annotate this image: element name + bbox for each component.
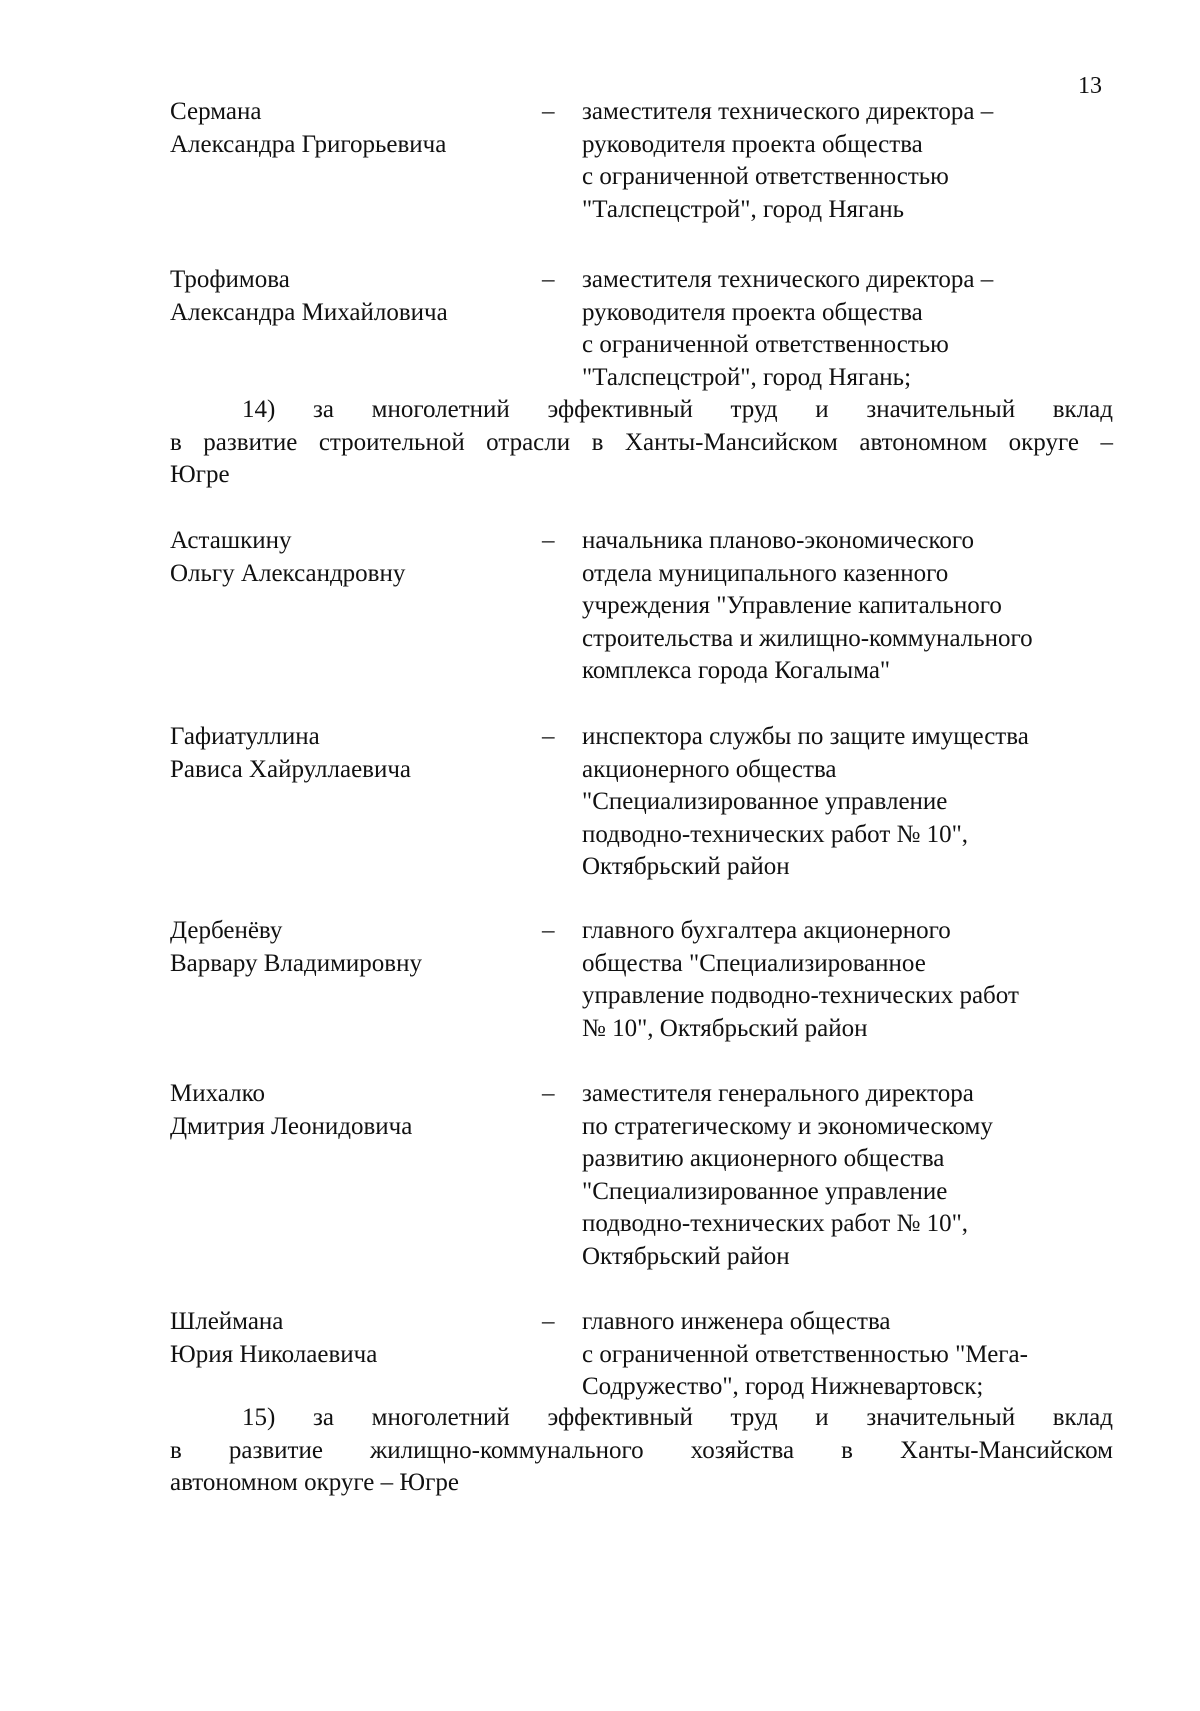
desc-line: "Специализированное управление bbox=[582, 1177, 948, 1205]
name-line: Дербенёву bbox=[170, 917, 283, 944]
name-line: Варвару Владимировну bbox=[170, 949, 422, 977]
position-description bbox=[582, 1078, 1122, 1273]
desc-line: главного бухгалтера акционерного bbox=[582, 917, 951, 944]
name-line: Шлеймана bbox=[170, 1308, 284, 1335]
desc-line: акционерного общества bbox=[582, 755, 837, 783]
person-name bbox=[170, 1078, 530, 1143]
desc-line: с ограниченной ответственностью bbox=[582, 331, 949, 358]
paragraph-line: Югре bbox=[170, 461, 230, 488]
position-description bbox=[582, 525, 1122, 688]
desc-line: "Специализированное управление bbox=[582, 788, 948, 815]
dash-separator: – bbox=[542, 527, 555, 554]
person-name bbox=[170, 525, 530, 590]
desc-line: главного инженера общества bbox=[582, 1308, 891, 1335]
desc-line: руководителя проекта общества bbox=[582, 130, 923, 158]
desc-line: строительства и жилищно-коммунального bbox=[582, 624, 1033, 652]
award-category-paragraph bbox=[170, 1402, 1113, 1500]
name-line: Александра Михайловича bbox=[170, 298, 448, 326]
name-line: Сермана bbox=[170, 98, 262, 125]
dash-separator: – bbox=[542, 1308, 555, 1335]
desc-line: начальника планово-экономического bbox=[582, 527, 975, 554]
page-number: 13 bbox=[1078, 73, 1102, 99]
desc-line: учреждения "Управление капитального bbox=[582, 592, 1002, 619]
name-line: Михалко bbox=[170, 1080, 265, 1107]
position-description bbox=[582, 721, 1122, 884]
desc-line: инспектора службы по защите имущества bbox=[582, 723, 1029, 750]
desc-line: комплекса города Когалыма" bbox=[582, 657, 891, 684]
name-line: Трофимова bbox=[170, 266, 290, 293]
desc-line: "Талспецстрой", город Нягань; bbox=[582, 363, 912, 391]
person-name bbox=[170, 264, 530, 329]
dash-separator: – bbox=[542, 723, 555, 750]
desc-line: руководителя проекта общества bbox=[582, 298, 923, 326]
award-category-paragraph bbox=[170, 394, 1113, 492]
paragraph-line: 15) за многолетний эффективный труд и значительный вклад bbox=[242, 1404, 1113, 1431]
paragraph-line: автономном округе – Югре bbox=[170, 1469, 459, 1496]
desc-line: заместителя генерального директора bbox=[582, 1080, 974, 1107]
person-name bbox=[170, 96, 530, 161]
name-line: Дмитрия Леонидовича bbox=[170, 1112, 413, 1140]
dash-separator: – bbox=[542, 917, 555, 944]
paragraph-line: в развитие жилищно-коммунального хозяйства в Ханты-Мансийском bbox=[170, 1436, 1113, 1464]
desc-line: развитию акционерного общества bbox=[582, 1145, 945, 1172]
position-description bbox=[582, 1306, 1122, 1404]
paragraph-line: в развитие строительной отрасли в Ханты-Мансийском автономном округе – bbox=[170, 428, 1113, 456]
person-name bbox=[170, 915, 530, 980]
dash-separator: – bbox=[542, 266, 555, 293]
dash-separator: – bbox=[542, 1080, 555, 1107]
desc-line: общества "Специализированное bbox=[582, 949, 926, 977]
desc-line: отдела муниципального казенного bbox=[582, 559, 949, 587]
position-description bbox=[582, 264, 1122, 394]
paragraph-line: 14) за многолетний эффективный труд и значительный вклад bbox=[242, 396, 1113, 423]
desc-line: подводно-технических работ № 10", bbox=[582, 820, 969, 848]
position-description bbox=[582, 915, 1122, 1045]
desc-line: "Талспецстрой", город Нягань bbox=[582, 195, 905, 223]
desc-line: Содружество", город Нижневартовск; bbox=[582, 1373, 984, 1400]
desc-line: Октябрьский район bbox=[582, 1242, 790, 1270]
desc-line: Октябрьский район bbox=[582, 853, 790, 880]
desc-line: с ограниченной ответственностью "Мега- bbox=[582, 1340, 1028, 1368]
person-name bbox=[170, 1306, 530, 1371]
name-line: Гафиатуллина bbox=[170, 723, 320, 750]
name-line: Рависа Хайруллаевича bbox=[170, 755, 412, 783]
name-line: Александра Григорьевича bbox=[170, 130, 447, 158]
desc-line: заместителя технического директора – bbox=[582, 98, 994, 125]
desc-line: заместителя технического директора – bbox=[582, 266, 994, 293]
desc-line: подводно-технических работ № 10", bbox=[582, 1210, 969, 1237]
name-line: Ольгу Александровну bbox=[170, 559, 406, 587]
desc-line: № 10", Октябрьский район bbox=[582, 1014, 868, 1042]
desc-line: управление подводно-технических работ bbox=[582, 982, 1019, 1009]
name-line: Асташкину bbox=[170, 527, 292, 554]
dash-separator: – bbox=[542, 98, 555, 125]
position-description bbox=[582, 96, 1122, 226]
person-name bbox=[170, 721, 530, 786]
desc-line: с ограниченной ответственностью bbox=[582, 163, 949, 190]
desc-line: по стратегическому и экономическому bbox=[582, 1112, 993, 1140]
name-line: Юрия Николаевича bbox=[170, 1340, 378, 1368]
